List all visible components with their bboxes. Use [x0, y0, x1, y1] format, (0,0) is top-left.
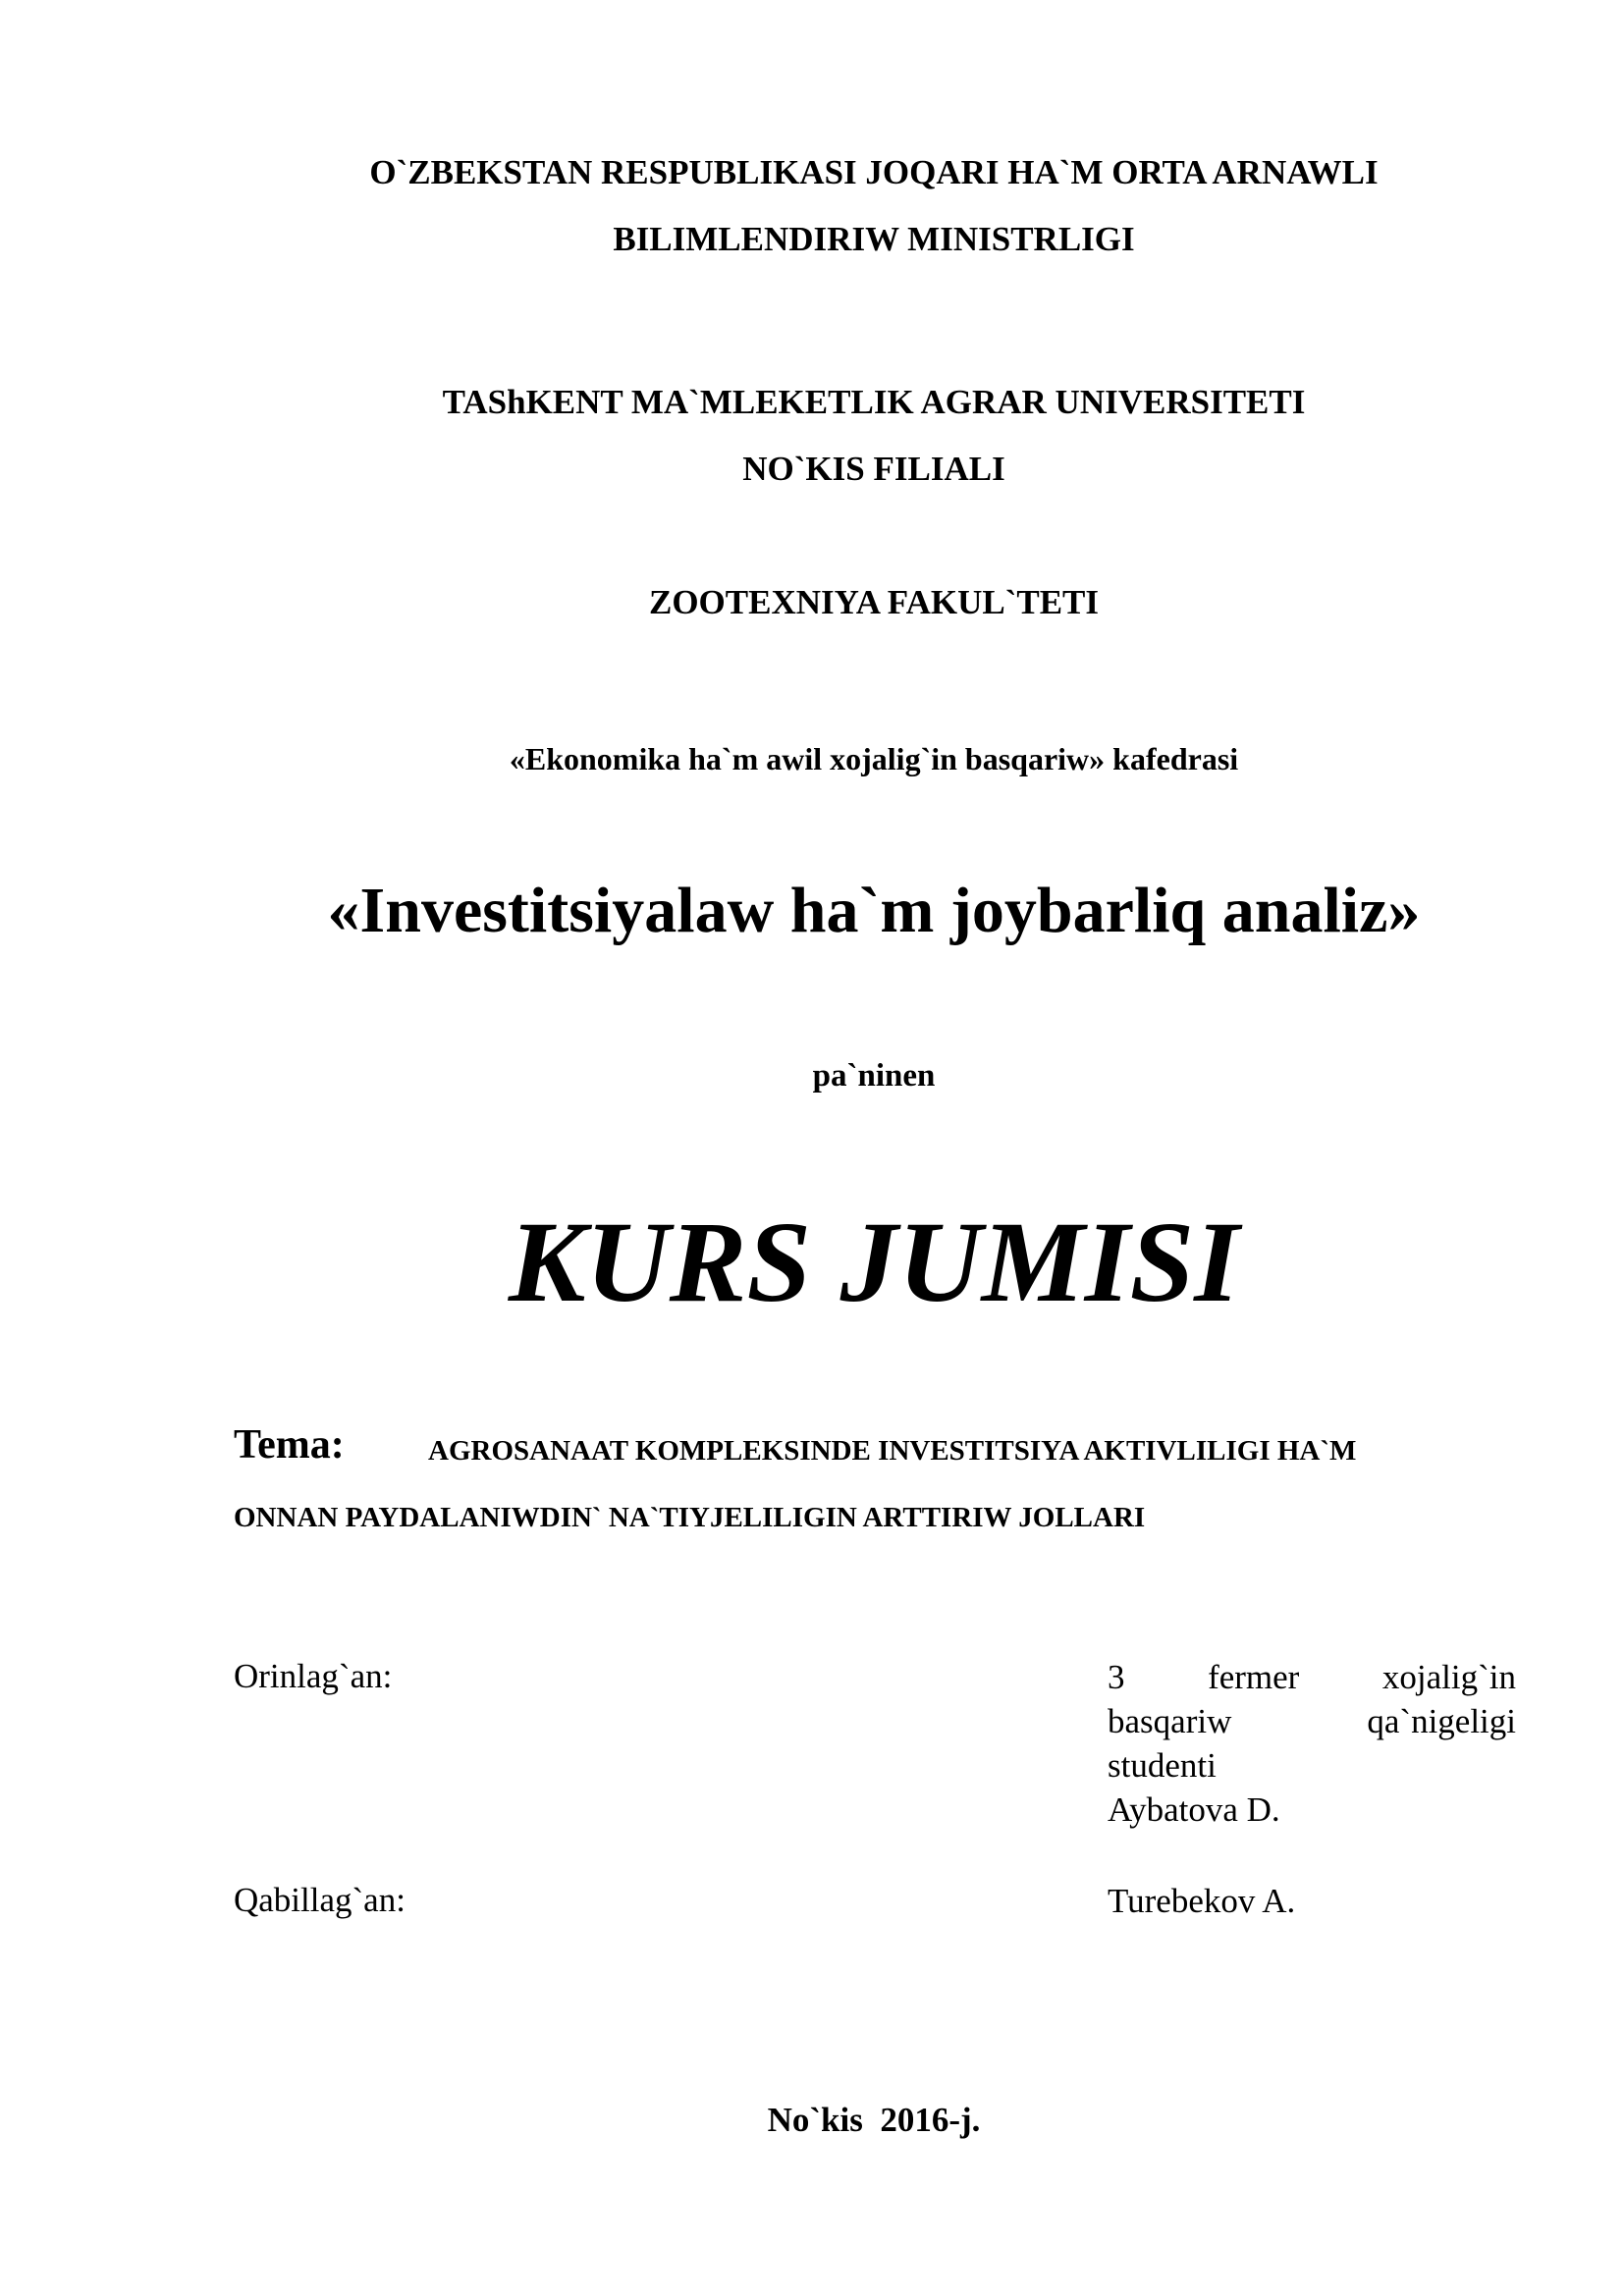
faculty-name: ZOOTEXNIYA FAKUL`TETI	[648, 583, 1100, 621]
subject-title: «Investitsiyalaw ha`m joybarliq analiz»	[327, 875, 1421, 946]
department-name: «Ekonomika ha`m awil xojalig`in basqariw» kafedrasi	[509, 741, 1239, 776]
performed-by-value	[1108, 1655, 1516, 1832]
subject-suffix: pa`ninen	[812, 1058, 936, 1094]
performed-by-line: 3 fermer xojalig`in	[1108, 1658, 1516, 1696]
ministry-line-2: BILIMLENDIRIW MINISTRLIGI	[613, 220, 1135, 258]
topic-label: Tema:	[234, 1422, 345, 1468]
performed-by-label: Orinlag`an:	[234, 1657, 393, 1695]
performed-by-line: Aybatova D.	[1108, 1790, 1280, 1829]
accepted-by-value: Turebekov A.	[1108, 1882, 1296, 1920]
document-type-heading: KURS JUMISI	[508, 1198, 1240, 1326]
topic-text-line-2: ONNAN PAYDALANIWDIN` NA`TIYJELILIGIN ARTTIRIW JOLLARI	[234, 1502, 1146, 1533]
performed-by-line: studenti	[1108, 1746, 1217, 1785]
place-year: No`kis 2016-j.	[767, 2101, 981, 2139]
university-line-1: TAShKENT MA`MLEKETLIK AGRAR UNIVERSITETI	[442, 383, 1306, 421]
topic-text-line-1: AGROSANAAT KOMPLEKSINDE INVESTITSIYA AKTIVLILIGI HA`M	[428, 1435, 1357, 1467]
accepted-by-label: Qabillag`an:	[234, 1881, 406, 1919]
performed-by-line: basqariw qa`nigeligi	[1108, 1702, 1516, 1740]
university-line-2: NO`KIS FILIALI	[742, 450, 1005, 488]
ministry-line-1: O`ZBEKSTAN RESPUBLIKASI JOQARI HA`M ORTA ARNAWLI	[369, 153, 1379, 191]
